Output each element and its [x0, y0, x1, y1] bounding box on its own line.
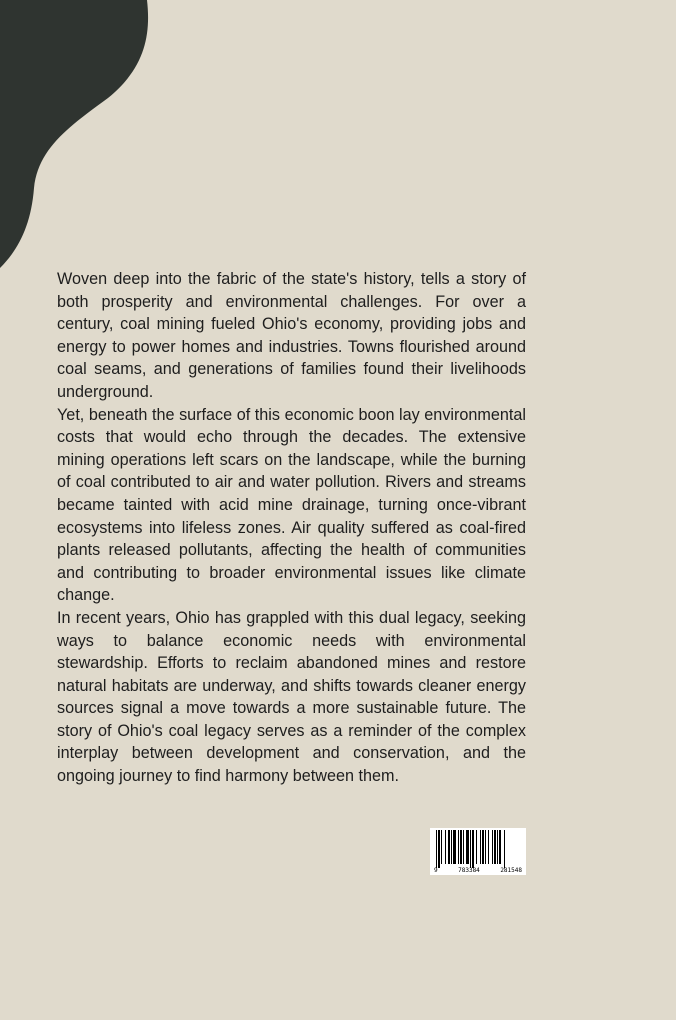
barcode-bar: [451, 830, 452, 864]
barcode-bar: [448, 830, 450, 864]
barcode-bar: [497, 830, 498, 864]
barcode-bar: [480, 830, 481, 864]
barcode-bar: [470, 830, 471, 868]
blurb-paragraph-1: Woven deep into the fabric of the state's history, tells a story of both prosperity and environmental challenges. For over a century, coal mining fueled Ohio's economy, providing jobs and energy to power homes and industries. Towns flourished around coal seams, and generations of families found their livelihoods underground.: [57, 270, 526, 401]
blurb-paragraph-2: Yet, beneath the surface of this economic boon lay environmental costs that would echo through the decades. The extensive mining operations left scars on the landscape, while the burning of coal contributed to air and water pollution. Rivers and streams became tainted with acid mine drainage, turning once-vibrant ecosystems into lifeless zones. Air quality suffered as coal-fired plants released pollutants, affecting the health of communities and contributing to broader environmental issues like climate change.: [57, 405, 526, 605]
barcode-digits: [430, 867, 526, 874]
barcode-bar: [494, 830, 496, 864]
barcode-bar: [499, 830, 501, 864]
barcode-bar: [492, 830, 493, 864]
isbn-barcode: [430, 828, 526, 875]
barcode-bar: [438, 830, 440, 868]
barcode-bar: [460, 830, 462, 864]
barcode-bar: [441, 830, 442, 864]
barcode-bar: [482, 830, 484, 864]
barcode-bar: [472, 830, 474, 868]
barcode-bar: [466, 830, 469, 864]
barcode-digit-group-1: 783384: [458, 867, 480, 874]
blurb-paragraph-3: In recent years, Ohio has grappled with this dual legacy, seeking ways to balance economic needs with environmental stewardship. Efforts to reclaim abandoned mines and restore natural habitats are underway, and shifts towards cleaner energy sources signal a move towards a more sustainable future. The story of Ohio's coal legacy serves as a reminder of the complex interplay between development and conservation, and the ongoing journey to find harmony between them.: [57, 608, 526, 786]
barcode-bar: [463, 830, 464, 864]
barcode-bar: [458, 830, 459, 864]
barcode-bar: [476, 830, 477, 864]
barcode-bar: [436, 830, 437, 868]
barcode-bar: [504, 830, 505, 868]
decorative-corner-shape: [0, 0, 160, 270]
barcode-bars: [430, 828, 526, 868]
barcode-bar: [485, 830, 486, 864]
barcode-bar: [445, 830, 446, 864]
barcode-bar: [453, 830, 456, 864]
barcode-bar: [488, 830, 489, 864]
barcode-digit-group-2: 281548: [500, 867, 522, 874]
barcode-digit-first: 9: [434, 867, 438, 874]
back-cover-blurb: [57, 268, 526, 788]
